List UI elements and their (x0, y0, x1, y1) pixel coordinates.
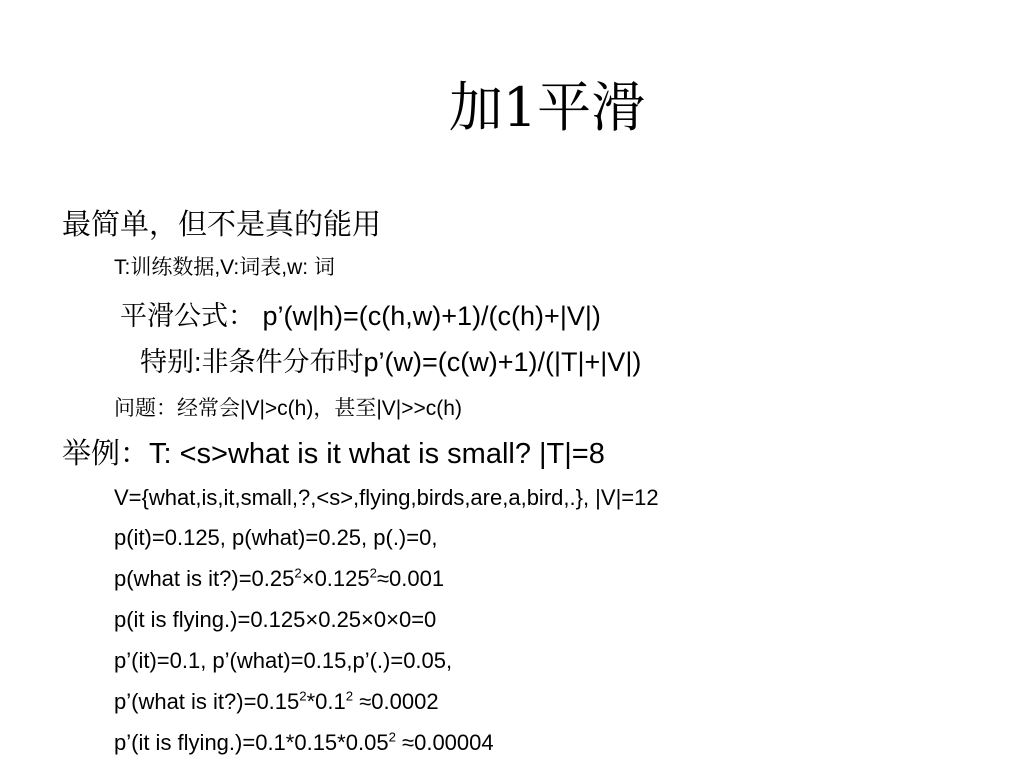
example-smoothed-flying (114, 727, 494, 759)
sub-bullet-definitions: T:训练数据,V:词表,w: 词 (114, 256, 335, 279)
expr-part: *0.1 (306, 689, 346, 714)
example-smoothed-sentence (114, 686, 439, 718)
example-zero-probability: p(it is flying.)=0.125×0.25×0×0=0 (114, 607, 437, 632)
expr-part: p’(it is flying.)=0.1*0.15*0.05 (114, 730, 389, 755)
exponent: 2 (369, 565, 377, 581)
expr-part: p(what is it?)=0.25 (114, 566, 295, 591)
sub-bullet-smoothing-formula: 平滑公式： p’(w|h)=(c(h,w)+1)/(c(h)+|V|) (120, 301, 601, 331)
bullet-simplest: 最简单，但不是真的能用 (62, 207, 382, 241)
slide-title: 加1平滑 (448, 76, 646, 139)
expr-part: ≈0.00004 (395, 730, 494, 755)
expr-part: ≈0.0002 (353, 689, 439, 714)
example-probabilities: p(it)=0.125, p(what)=0.25, p(.)=0, (114, 525, 438, 550)
exponent: 2 (294, 565, 302, 581)
sub-bullet-problem: 问题：经常会|V|>c(h)，甚至|V|>>c(h) (114, 397, 462, 420)
expr-part: ≈0.001 (376, 566, 445, 591)
example-smoothed-probabilities: p’(it)=0.1, p’(what)=0.15,p’(.)=0.05, (114, 648, 453, 673)
exponent: 2 (299, 688, 307, 704)
exponent: 2 (345, 688, 354, 704)
sub-bullet-unconditional-formula: 特别:非条件分布时p’(w)=(c(w)+1)/(|T|+|V|) (140, 347, 642, 377)
example-vocabulary: V={what,is,it,small,?,<s>,flying,birds,are,a,bird,.}, |V|=12 (114, 485, 659, 510)
bullet-example: 举例：T: <s>what is it what is small? |T|=8 (62, 438, 605, 470)
expr-part: p’(what is it?)=0.15 (114, 689, 300, 714)
expr-part: ×0.125 (301, 566, 370, 591)
example-sentence-probability (114, 563, 444, 595)
exponent: 2 (388, 729, 396, 745)
